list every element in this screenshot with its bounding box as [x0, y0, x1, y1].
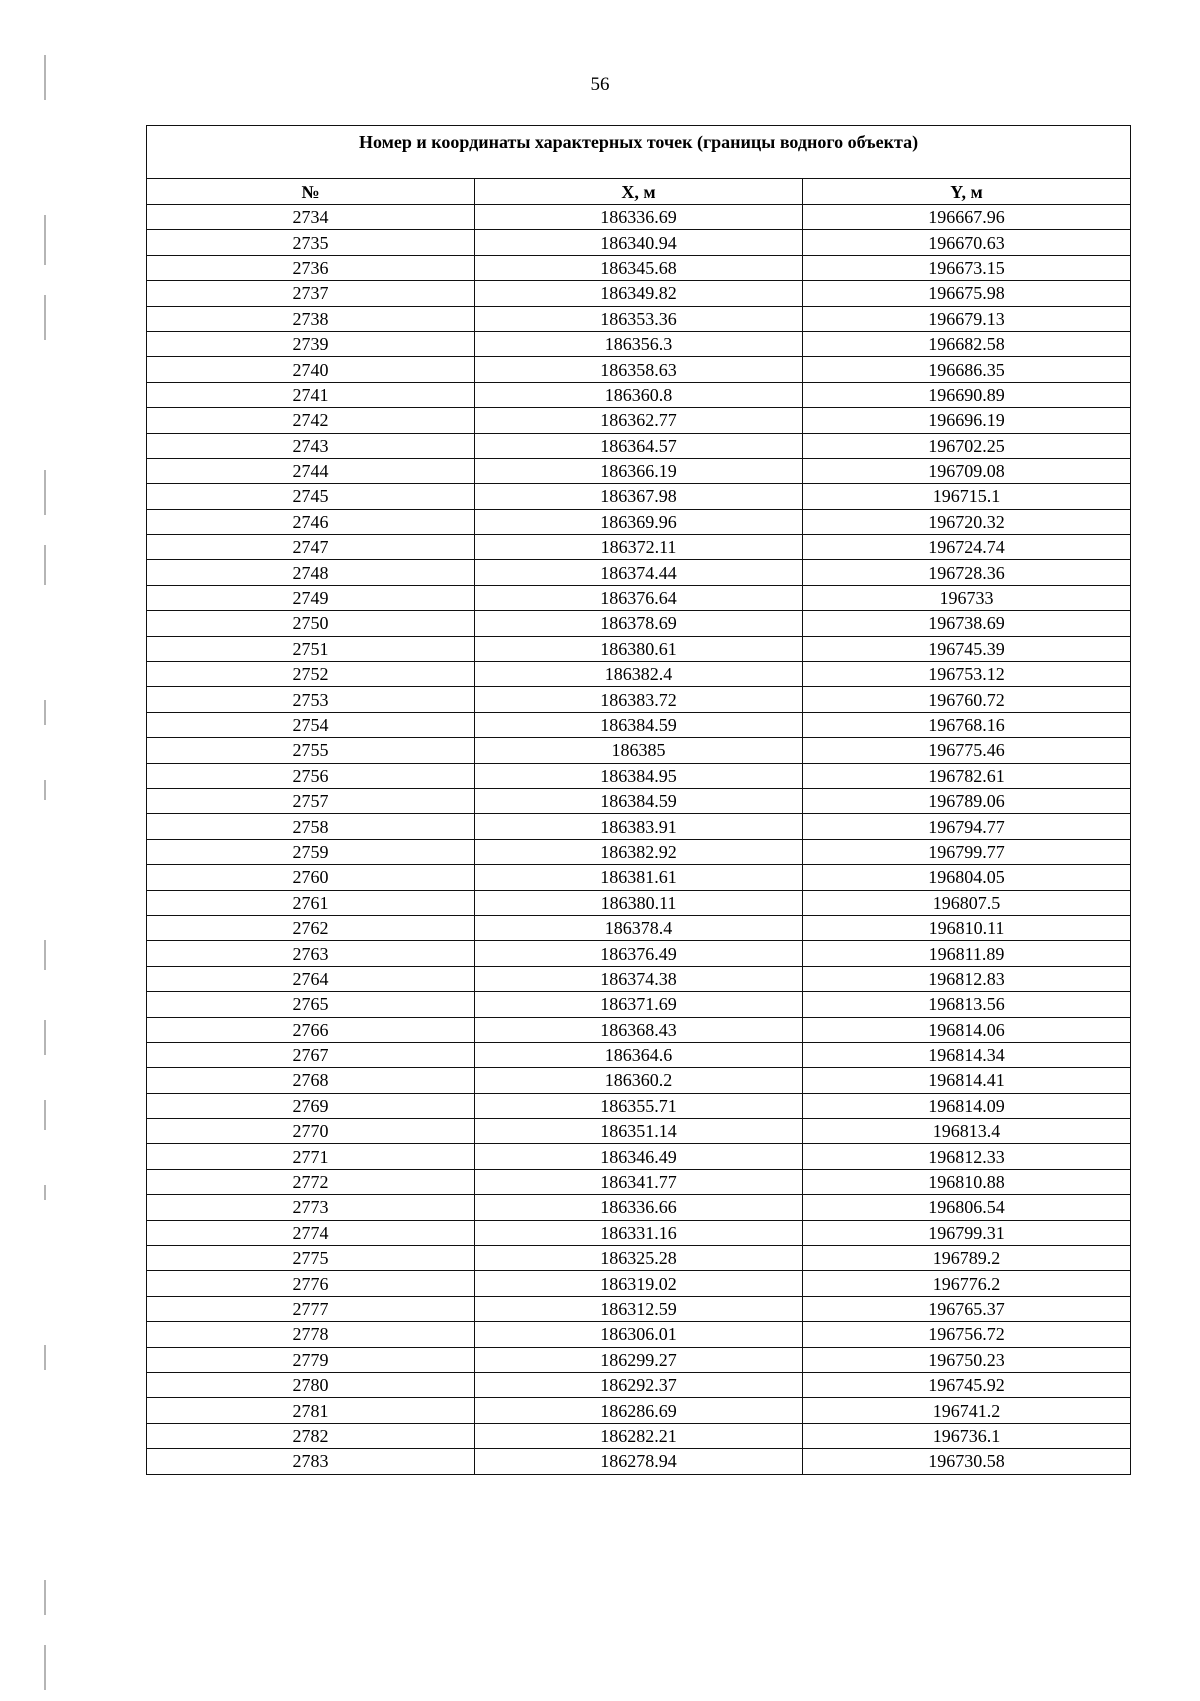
y-coordinate-cell: 196730.58 — [803, 1449, 1131, 1474]
point-number-cell: 2759 — [147, 839, 475, 864]
table-row — [147, 1296, 1131, 1321]
table-row — [147, 1246, 1131, 1271]
y-coordinate-cell: 196760.72 — [803, 687, 1131, 712]
point-number-cell: 2744 — [147, 458, 475, 483]
y-coordinate-cell: 196667.96 — [803, 205, 1131, 230]
x-coordinate-cell: 186325.28 — [475, 1246, 803, 1271]
point-number-cell: 2747 — [147, 535, 475, 560]
point-number-cell: 2778 — [147, 1322, 475, 1347]
point-number-cell: 2745 — [147, 484, 475, 509]
point-number-cell: 2766 — [147, 1017, 475, 1042]
point-number-cell: 2739 — [147, 331, 475, 356]
point-number-cell: 2757 — [147, 788, 475, 813]
y-coordinate-cell: 196738.69 — [803, 611, 1131, 636]
y-coordinate-cell: 196814.09 — [803, 1093, 1131, 1118]
point-number-cell: 2760 — [147, 865, 475, 890]
x-coordinate-cell: 186378.69 — [475, 611, 803, 636]
x-coordinate-cell: 186366.19 — [475, 458, 803, 483]
table-row — [147, 484, 1131, 509]
x-coordinate-cell: 186312.59 — [475, 1296, 803, 1321]
table-row — [147, 433, 1131, 458]
table-row — [147, 662, 1131, 687]
y-coordinate-cell: 196733 — [803, 585, 1131, 610]
scan-edge-mark — [44, 1185, 46, 1200]
x-coordinate-cell: 186382.92 — [475, 839, 803, 864]
table-row — [147, 966, 1131, 991]
y-coordinate-cell: 196810.11 — [803, 915, 1131, 940]
table-row — [147, 230, 1131, 255]
scan-edge-mark — [44, 295, 46, 340]
y-coordinate-cell: 196812.83 — [803, 966, 1131, 991]
x-coordinate-cell: 186371.69 — [475, 992, 803, 1017]
point-number-cell: 2735 — [147, 230, 475, 255]
point-number-cell: 2783 — [147, 1449, 475, 1474]
x-coordinate-cell: 186299.27 — [475, 1347, 803, 1372]
point-number-cell: 2742 — [147, 408, 475, 433]
x-coordinate-cell: 186353.36 — [475, 306, 803, 331]
table-row — [147, 1423, 1131, 1448]
point-number-cell: 2770 — [147, 1119, 475, 1144]
table-row — [147, 636, 1131, 661]
point-number-cell: 2775 — [147, 1246, 475, 1271]
table-row — [147, 458, 1131, 483]
x-coordinate-cell: 186346.49 — [475, 1144, 803, 1169]
scan-edge-mark — [44, 1345, 46, 1370]
point-number-cell: 2740 — [147, 357, 475, 382]
point-number-cell: 2763 — [147, 941, 475, 966]
y-coordinate-cell: 196775.46 — [803, 738, 1131, 763]
x-coordinate-cell: 186384.95 — [475, 763, 803, 788]
x-coordinate-cell: 186362.77 — [475, 408, 803, 433]
point-number-cell: 2755 — [147, 738, 475, 763]
table-row — [147, 611, 1131, 636]
point-number-cell: 2751 — [147, 636, 475, 661]
column-header-number: № — [147, 179, 475, 205]
y-coordinate-cell: 196670.63 — [803, 230, 1131, 255]
scan-edge-mark — [44, 215, 46, 265]
x-coordinate-cell: 186319.02 — [475, 1271, 803, 1296]
y-coordinate-cell: 196724.74 — [803, 535, 1131, 560]
point-number-cell: 2769 — [147, 1093, 475, 1118]
point-number-cell: 2750 — [147, 611, 475, 636]
point-number-cell: 2746 — [147, 509, 475, 534]
scan-edge-mark — [44, 1645, 46, 1690]
y-coordinate-cell: 196810.88 — [803, 1169, 1131, 1194]
table-row — [147, 560, 1131, 585]
point-number-cell: 2779 — [147, 1347, 475, 1372]
x-coordinate-cell: 186374.38 — [475, 966, 803, 991]
x-coordinate-cell: 186380.11 — [475, 890, 803, 915]
column-header-x: X, м — [475, 179, 803, 205]
x-coordinate-cell: 186376.64 — [475, 585, 803, 610]
table-row — [147, 712, 1131, 737]
point-number-cell: 2741 — [147, 382, 475, 407]
x-coordinate-cell: 186368.43 — [475, 1017, 803, 1042]
table-row — [147, 255, 1131, 280]
y-coordinate-cell: 196715.1 — [803, 484, 1131, 509]
x-coordinate-cell: 186355.71 — [475, 1093, 803, 1118]
scan-edge-mark — [44, 940, 46, 970]
point-number-cell: 2764 — [147, 966, 475, 991]
point-number-cell: 2773 — [147, 1195, 475, 1220]
table-row — [147, 1449, 1131, 1474]
y-coordinate-cell: 196741.2 — [803, 1398, 1131, 1423]
table-row — [147, 382, 1131, 407]
point-number-cell: 2768 — [147, 1068, 475, 1093]
point-number-cell: 2782 — [147, 1423, 475, 1448]
scan-edge-mark — [44, 780, 46, 800]
x-coordinate-cell: 186376.49 — [475, 941, 803, 966]
point-number-cell: 2776 — [147, 1271, 475, 1296]
y-coordinate-cell: 196814.34 — [803, 1042, 1131, 1067]
table-row — [147, 1119, 1131, 1144]
scan-edge-mark — [44, 545, 46, 585]
scan-edge-mark — [44, 1020, 46, 1055]
y-coordinate-cell: 196709.08 — [803, 458, 1131, 483]
y-coordinate-cell: 196765.37 — [803, 1296, 1131, 1321]
x-coordinate-cell: 186369.96 — [475, 509, 803, 534]
table-row — [147, 1169, 1131, 1194]
y-coordinate-cell: 196799.77 — [803, 839, 1131, 864]
y-coordinate-cell: 196794.77 — [803, 814, 1131, 839]
scan-edge-mark — [44, 700, 46, 725]
table-row — [147, 1042, 1131, 1067]
y-coordinate-cell: 196673.15 — [803, 255, 1131, 280]
coordinates-table — [146, 125, 1131, 1475]
y-coordinate-cell: 196745.92 — [803, 1372, 1131, 1397]
y-coordinate-cell: 196789.06 — [803, 788, 1131, 813]
table-row — [147, 915, 1131, 940]
x-coordinate-cell: 186286.69 — [475, 1398, 803, 1423]
table-body — [147, 205, 1131, 1475]
y-coordinate-cell: 196720.32 — [803, 509, 1131, 534]
x-coordinate-cell: 186331.16 — [475, 1220, 803, 1245]
y-coordinate-cell: 196753.12 — [803, 662, 1131, 687]
y-coordinate-cell: 196728.36 — [803, 560, 1131, 585]
scan-edge-mark — [44, 470, 46, 515]
y-coordinate-cell: 196776.2 — [803, 1271, 1131, 1296]
table-row — [147, 890, 1131, 915]
column-header-y: Y, м — [803, 179, 1131, 205]
y-coordinate-cell: 196807.5 — [803, 890, 1131, 915]
point-number-cell: 2748 — [147, 560, 475, 585]
y-coordinate-cell: 196702.25 — [803, 433, 1131, 458]
table-row — [147, 1093, 1131, 1118]
y-coordinate-cell: 196736.1 — [803, 1423, 1131, 1448]
x-coordinate-cell: 186380.61 — [475, 636, 803, 661]
x-coordinate-cell: 186336.66 — [475, 1195, 803, 1220]
table-row — [147, 1347, 1131, 1372]
table-row — [147, 1144, 1131, 1169]
point-number-cell: 2767 — [147, 1042, 475, 1067]
table-row — [147, 992, 1131, 1017]
table-row — [147, 1398, 1131, 1423]
point-number-cell: 2749 — [147, 585, 475, 610]
table-row — [147, 687, 1131, 712]
x-coordinate-cell: 186306.01 — [475, 1322, 803, 1347]
x-coordinate-cell: 186367.98 — [475, 484, 803, 509]
y-coordinate-cell: 196813.4 — [803, 1119, 1131, 1144]
point-number-cell: 2738 — [147, 306, 475, 331]
y-coordinate-cell: 196750.23 — [803, 1347, 1131, 1372]
point-number-cell: 2771 — [147, 1144, 475, 1169]
x-coordinate-cell: 186384.59 — [475, 788, 803, 813]
y-coordinate-cell: 196675.98 — [803, 281, 1131, 306]
point-number-cell: 2774 — [147, 1220, 475, 1245]
table-header-row — [147, 179, 1131, 205]
point-number-cell: 2781 — [147, 1398, 475, 1423]
table-row — [147, 585, 1131, 610]
table-row — [147, 1220, 1131, 1245]
table-row — [147, 1372, 1131, 1397]
y-coordinate-cell: 196690.89 — [803, 382, 1131, 407]
point-number-cell: 2761 — [147, 890, 475, 915]
table-row — [147, 408, 1131, 433]
table-row — [147, 306, 1131, 331]
table-row — [147, 1271, 1131, 1296]
x-coordinate-cell: 186282.21 — [475, 1423, 803, 1448]
point-number-cell: 2754 — [147, 712, 475, 737]
table-row — [147, 1017, 1131, 1042]
x-coordinate-cell: 186378.4 — [475, 915, 803, 940]
point-number-cell: 2736 — [147, 255, 475, 280]
point-number-cell: 2777 — [147, 1296, 475, 1321]
y-coordinate-cell: 196813.56 — [803, 992, 1131, 1017]
x-coordinate-cell: 186356.3 — [475, 331, 803, 356]
table-title-row — [147, 126, 1131, 179]
y-coordinate-cell: 196768.16 — [803, 712, 1131, 737]
point-number-cell: 2762 — [147, 915, 475, 940]
y-coordinate-cell: 196799.31 — [803, 1220, 1131, 1245]
table-row — [147, 814, 1131, 839]
y-coordinate-cell: 196782.61 — [803, 763, 1131, 788]
x-coordinate-cell: 186364.57 — [475, 433, 803, 458]
table-row — [147, 205, 1131, 230]
table-row — [147, 865, 1131, 890]
x-coordinate-cell: 186341.77 — [475, 1169, 803, 1194]
y-coordinate-cell: 196804.05 — [803, 865, 1131, 890]
x-coordinate-cell: 186385 — [475, 738, 803, 763]
point-number-cell: 2743 — [147, 433, 475, 458]
y-coordinate-cell: 196806.54 — [803, 1195, 1131, 1220]
x-coordinate-cell: 186364.6 — [475, 1042, 803, 1067]
table-row — [147, 1322, 1131, 1347]
x-coordinate-cell: 186383.91 — [475, 814, 803, 839]
y-coordinate-cell: 196686.35 — [803, 357, 1131, 382]
point-number-cell: 2756 — [147, 763, 475, 788]
table-row — [147, 763, 1131, 788]
y-coordinate-cell: 196696.19 — [803, 408, 1131, 433]
table-row — [147, 1068, 1131, 1093]
x-coordinate-cell: 186384.59 — [475, 712, 803, 737]
page-number: 56 — [590, 74, 610, 95]
y-coordinate-cell: 196811.89 — [803, 941, 1131, 966]
table-row — [147, 839, 1131, 864]
point-number-cell: 2772 — [147, 1169, 475, 1194]
table-row — [147, 535, 1131, 560]
x-coordinate-cell: 186360.8 — [475, 382, 803, 407]
x-coordinate-cell: 186383.72 — [475, 687, 803, 712]
table-row — [147, 357, 1131, 382]
y-coordinate-cell: 196679.13 — [803, 306, 1131, 331]
x-coordinate-cell: 186360.2 — [475, 1068, 803, 1093]
y-coordinate-cell: 196682.58 — [803, 331, 1131, 356]
point-number-cell: 2734 — [147, 205, 475, 230]
point-number-cell: 2758 — [147, 814, 475, 839]
x-coordinate-cell: 186340.94 — [475, 230, 803, 255]
y-coordinate-cell: 196789.2 — [803, 1246, 1131, 1271]
x-coordinate-cell: 186374.44 — [475, 560, 803, 585]
y-coordinate-cell: 196814.06 — [803, 1017, 1131, 1042]
x-coordinate-cell: 186372.11 — [475, 535, 803, 560]
x-coordinate-cell: 186278.94 — [475, 1449, 803, 1474]
x-coordinate-cell: 186351.14 — [475, 1119, 803, 1144]
x-coordinate-cell: 186382.4 — [475, 662, 803, 687]
y-coordinate-cell: 196756.72 — [803, 1322, 1131, 1347]
table-row — [147, 331, 1131, 356]
table-row — [147, 941, 1131, 966]
x-coordinate-cell: 186349.82 — [475, 281, 803, 306]
point-number-cell: 2765 — [147, 992, 475, 1017]
y-coordinate-cell: 196812.33 — [803, 1144, 1131, 1169]
point-number-cell: 2753 — [147, 687, 475, 712]
table-row — [147, 788, 1131, 813]
table-row — [147, 1195, 1131, 1220]
point-number-cell: 2737 — [147, 281, 475, 306]
scan-edge-mark — [44, 1100, 46, 1130]
x-coordinate-cell: 186345.68 — [475, 255, 803, 280]
table-row — [147, 738, 1131, 763]
x-coordinate-cell: 186381.61 — [475, 865, 803, 890]
x-coordinate-cell: 186336.69 — [475, 205, 803, 230]
table-row — [147, 281, 1131, 306]
y-coordinate-cell: 196814.41 — [803, 1068, 1131, 1093]
table-title: Номер и координаты характерных точек (границы водного объекта) — [147, 126, 1131, 179]
scan-edge-mark — [44, 1580, 46, 1615]
point-number-cell: 2752 — [147, 662, 475, 687]
y-coordinate-cell: 196745.39 — [803, 636, 1131, 661]
table-row — [147, 509, 1131, 534]
point-number-cell: 2780 — [147, 1372, 475, 1397]
x-coordinate-cell: 186292.37 — [475, 1372, 803, 1397]
x-coordinate-cell: 186358.63 — [475, 357, 803, 382]
